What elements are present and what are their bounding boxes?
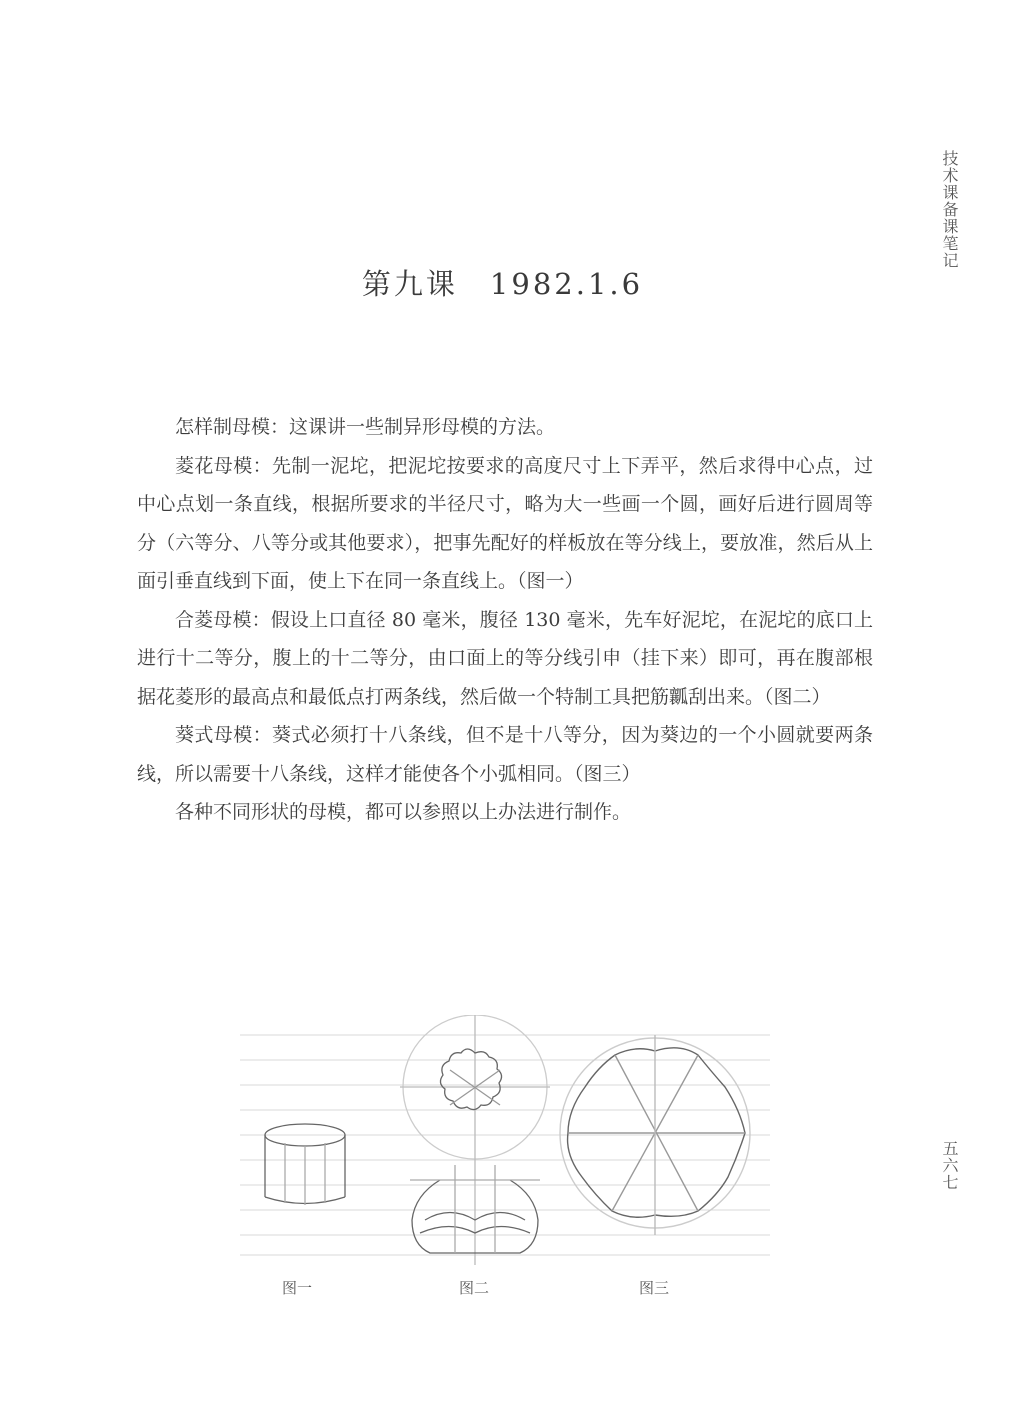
- page-number: 五六七: [940, 1140, 959, 1191]
- paragraph-conclusion: 各种不同形状的母模，都可以参照以上办法进行制作。: [175, 801, 632, 823]
- pencil-sketch: [240, 1015, 770, 1265]
- figure-1-cylinder: [265, 1124, 345, 1205]
- body-text: [137, 408, 873, 832]
- paragraph-lingua-mold: 菱花母模：先制一泥坨，把泥坨按要求的高度尺寸上下弄平，然后求得中心点，过中心点划一条直线，根据所要求的半径尺寸，略为大一些画一个圆，画好后进行圆周等分（六等分、八等分或其他要求），把事先配好的样板放在等分线上，要放准，然后从上面引垂直线到下面，使上下在同一条直线上。（图一）: [137, 454, 873, 592]
- paragraph-intro: 怎样制母模：这课讲一些制异形母模的方法。: [175, 416, 556, 438]
- lesson-title: 第九课 1982.1.6: [361, 267, 644, 301]
- figure-2-caption: 图二: [459, 1279, 490, 1297]
- paragraph-heling-mold: 合菱母模：假设上口直径 80 毫米，腹径 130 毫米，先车好泥坨，在泥坨的底口上进行十二等分，腹上的十二等分，由口面上的等分线引申（挂下来）即可，再在腹部根据花菱形的最高点和最低点打两条线，然后做一个特制工具把筋瓤刮出来。（图二）: [137, 608, 873, 708]
- figure-2-vase: [400, 1015, 550, 1265]
- paragraph-kui-mold: 葵式母模：葵式必须打十八条线，但不是十八等分，因为葵边的一个小圆就要两条线，所以需要十八条线，这样才能使各个小弧相同。（图三）: [137, 724, 873, 785]
- figure-1-caption: 图一: [282, 1279, 313, 1297]
- running-header: 技术课备课笔记: [940, 150, 959, 269]
- figure-3-caption: 图三: [639, 1279, 670, 1297]
- sketch-figures: [240, 1015, 770, 1265]
